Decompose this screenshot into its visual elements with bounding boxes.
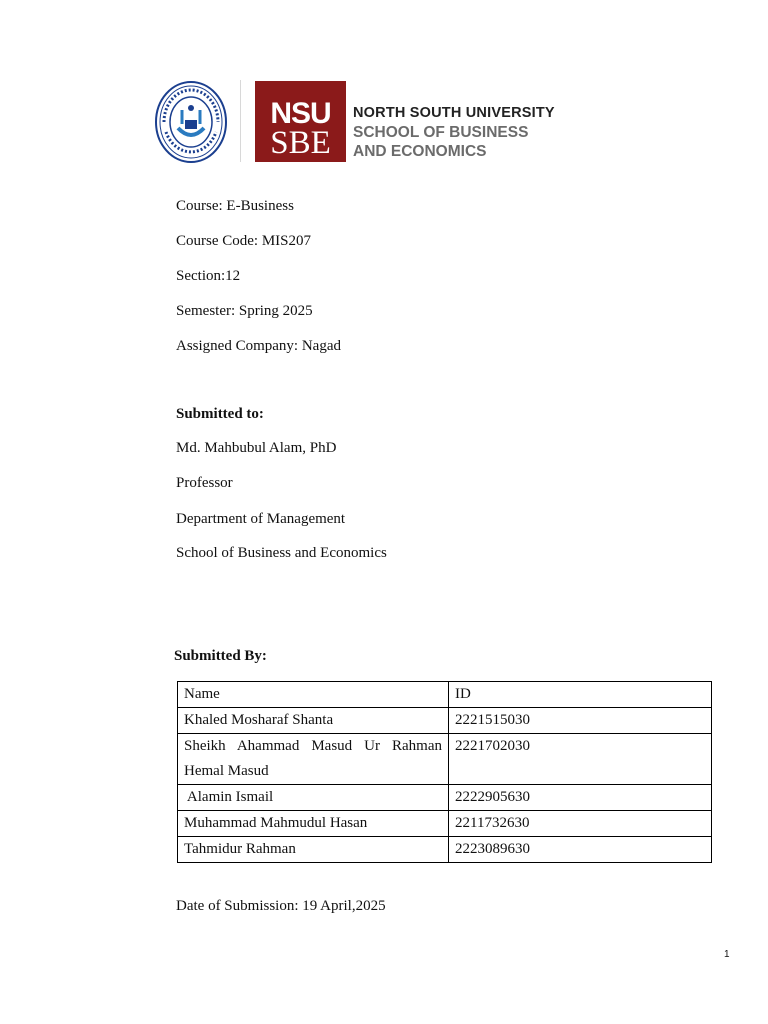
page-number: 1 xyxy=(724,949,730,960)
table-row xyxy=(178,785,712,811)
member-id: 2211732630 xyxy=(449,811,712,837)
member-name: Tahmidur Rahman xyxy=(178,837,449,863)
course-code: Course Code: MIS207 xyxy=(176,233,311,249)
university-name: NORTH SOUTH UNIVERSITY xyxy=(353,105,555,121)
supervisor-name: Md. Mahbubul Alam, PhD xyxy=(176,440,337,456)
section: Section:12 xyxy=(176,268,241,284)
supervisor-department: Department of Management xyxy=(176,511,346,527)
submission-date: Date of Submission: 19 April,2025 xyxy=(176,898,386,914)
school-name-line2: AND ECONOMICS xyxy=(353,143,487,160)
nsu-sbe-logo-box xyxy=(255,81,346,162)
members-table xyxy=(177,681,712,863)
logo-divider xyxy=(240,80,241,162)
member-id: 2221702030 xyxy=(449,734,712,785)
university-name-block xyxy=(353,104,555,161)
table-row xyxy=(178,708,712,734)
member-name: Khaled Mosharaf Shanta xyxy=(178,708,449,734)
member-id: 2221515030 xyxy=(449,708,712,734)
member-name-cell xyxy=(178,734,449,785)
logo-sbe-text: SBE xyxy=(270,125,331,161)
course-name: Course: E-Business xyxy=(176,198,294,214)
table-row xyxy=(178,734,712,785)
member-name: Muhammad Mahmudul Hasan xyxy=(178,811,449,837)
member-id: 2223089630 xyxy=(449,837,712,863)
logo-nsu-text: NSU xyxy=(270,97,331,130)
semester: Semester: Spring 2025 xyxy=(176,303,313,319)
supervisor-school: School of Business and Economics xyxy=(176,545,387,561)
supervisor-title: Professor xyxy=(176,475,233,491)
nsu-seal-logo xyxy=(154,80,228,164)
member-name-line2: Hemal Masud xyxy=(184,763,269,779)
member-name-line1: Sheikh Ahammad Masud Ur Rahman xyxy=(184,738,442,754)
header-id: ID xyxy=(449,682,712,708)
header-name: Name xyxy=(178,682,449,708)
submitted-to-heading: Submitted to: xyxy=(176,406,264,422)
member-id: 2222905630 xyxy=(449,785,712,811)
assigned-company: Assigned Company: Nagad xyxy=(176,338,341,354)
table-row xyxy=(178,811,712,837)
table-row xyxy=(178,837,712,863)
school-name-line1: SCHOOL OF BUSINESS xyxy=(353,124,529,141)
member-name: Alamin Ismail xyxy=(178,785,449,811)
submitted-by-heading: Submitted By: xyxy=(174,648,267,664)
table-header-row xyxy=(178,682,712,708)
seal-icon xyxy=(154,80,228,164)
